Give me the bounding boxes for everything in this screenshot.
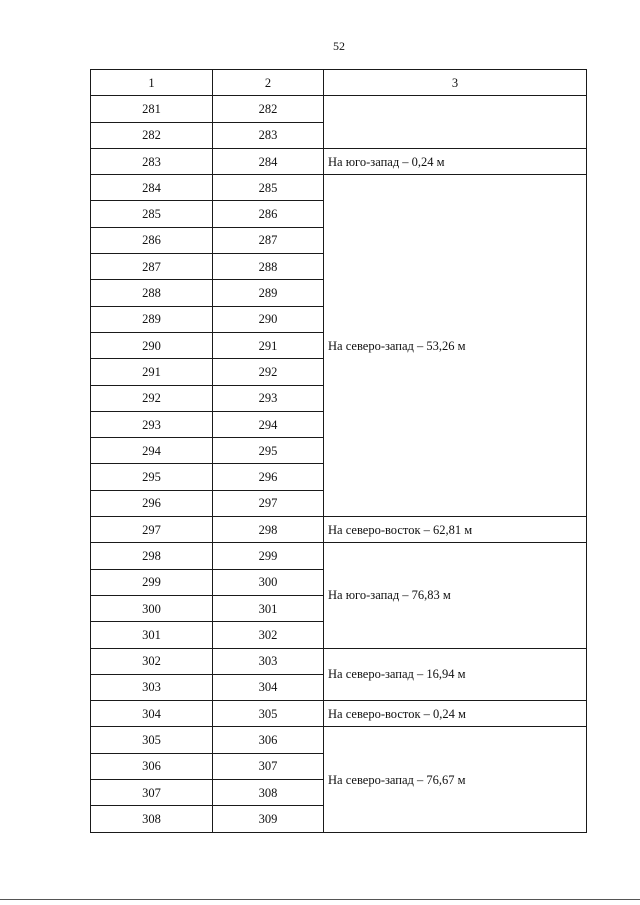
from-point: 283 [91,148,213,174]
table-row [91,148,587,174]
header-col-3: 3 [324,70,587,96]
to-point: 289 [213,280,324,306]
from-point: 297 [91,517,213,543]
to-point: 282 [213,96,324,122]
from-point: 288 [91,280,213,306]
from-point: 308 [91,806,213,832]
table-row [91,175,587,201]
to-point: 295 [213,438,324,464]
table-header-row [91,70,587,96]
direction-cell [324,96,587,149]
from-point: 304 [91,701,213,727]
from-point: 300 [91,595,213,621]
to-point: 309 [213,806,324,832]
from-point: 296 [91,490,213,516]
header-col-1: 1 [91,70,213,96]
to-point: 293 [213,385,324,411]
table-row [91,701,587,727]
scan-edge-line [0,899,640,900]
direction-cell: На северо-восток – 62,81 м [324,517,587,543]
table-row [91,543,587,569]
from-point: 294 [91,438,213,464]
direction-cell: На юго-запад – 0,24 м [324,148,587,174]
to-point: 296 [213,464,324,490]
to-point: 287 [213,227,324,253]
to-point: 301 [213,595,324,621]
to-point: 294 [213,411,324,437]
to-point: 307 [213,753,324,779]
from-point: 289 [91,306,213,332]
from-point: 293 [91,411,213,437]
table-row [91,727,587,753]
from-point: 281 [91,96,213,122]
from-point: 301 [91,622,213,648]
from-point: 284 [91,175,213,201]
from-point: 307 [91,780,213,806]
from-point: 306 [91,753,213,779]
from-point: 286 [91,227,213,253]
direction-cell: На северо-запад – 16,94 м [324,648,587,701]
from-point: 290 [91,332,213,358]
to-point: 299 [213,543,324,569]
to-point: 285 [213,175,324,201]
from-point: 298 [91,543,213,569]
from-point: 291 [91,359,213,385]
table-row [91,648,587,674]
page-number: 52 [333,39,345,53]
to-point: 291 [213,332,324,358]
to-point: 288 [213,254,324,280]
table-row [91,517,587,543]
from-point: 302 [91,648,213,674]
to-point: 297 [213,490,324,516]
from-point: 292 [91,385,213,411]
from-point: 282 [91,122,213,148]
direction-cell: На северо-запад – 53,26 м [324,175,587,517]
direction-cell: На северо-восток – 0,24 м [324,701,587,727]
from-point: 285 [91,201,213,227]
to-point: 304 [213,674,324,700]
direction-cell: На юго-запад – 76,83 м [324,543,587,648]
from-point: 305 [91,727,213,753]
to-point: 308 [213,780,324,806]
to-point: 302 [213,622,324,648]
from-point: 303 [91,674,213,700]
boundary-table [90,69,587,833]
from-point: 299 [91,569,213,595]
to-point: 286 [213,201,324,227]
to-point: 300 [213,569,324,595]
to-point: 305 [213,701,324,727]
from-point: 287 [91,254,213,280]
direction-cell: На северо-запад – 76,67 м [324,727,587,832]
from-point: 295 [91,464,213,490]
table-row [91,96,587,122]
to-point: 292 [213,359,324,385]
to-point: 290 [213,306,324,332]
to-point: 306 [213,727,324,753]
header-col-2: 2 [213,70,324,96]
to-point: 284 [213,148,324,174]
to-point: 283 [213,122,324,148]
to-point: 298 [213,517,324,543]
to-point: 303 [213,648,324,674]
